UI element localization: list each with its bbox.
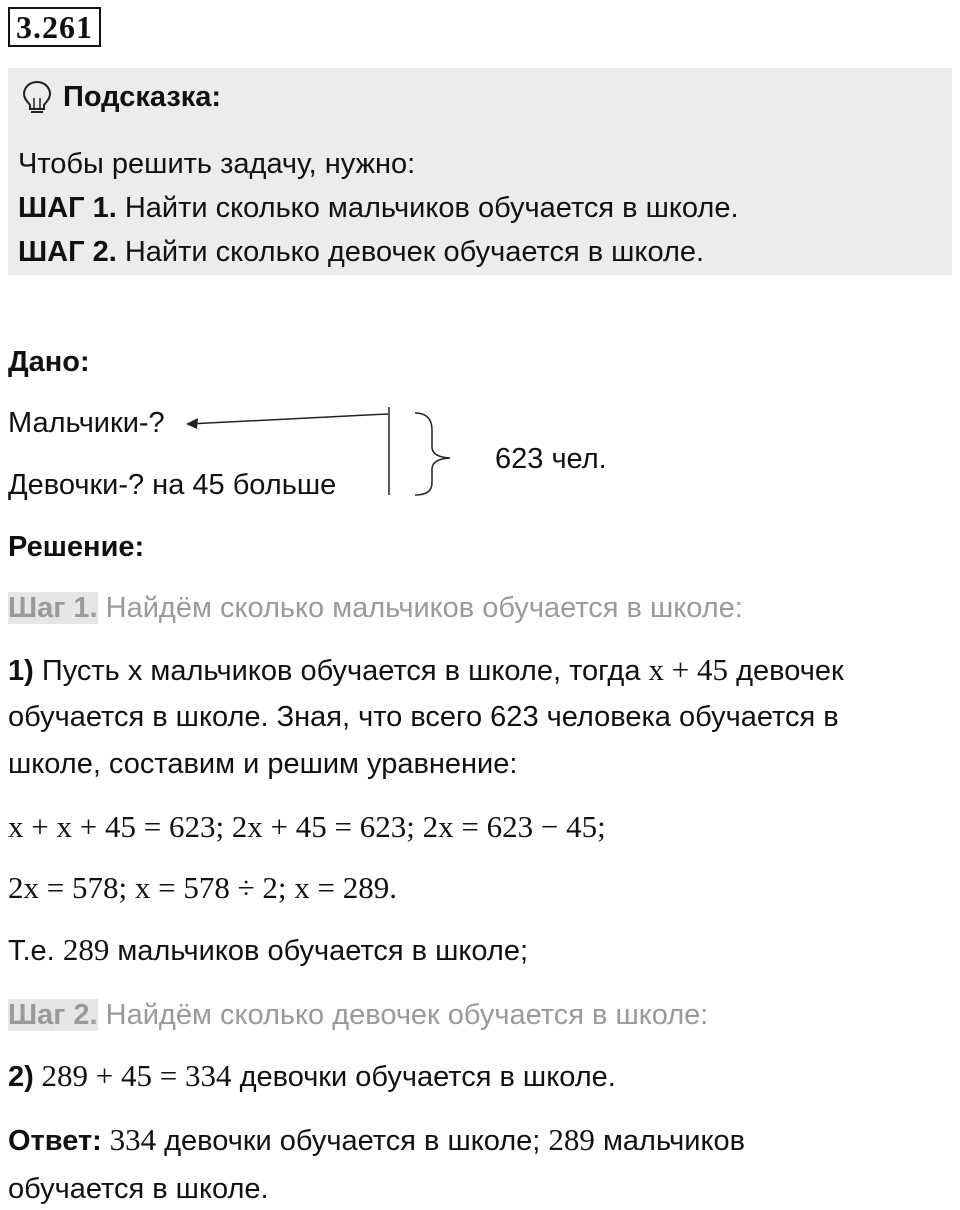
conclusion-text-b: мальчиков обучается в школе; [109, 935, 528, 967]
paragraph-1-text-b: девочек [728, 655, 844, 687]
given-total: 623 чел. [495, 443, 607, 475]
paragraph-2 [8, 1058, 616, 1095]
answer-line-1 [8, 1122, 745, 1159]
solution-step-2 [8, 997, 708, 1033]
hint-step-1 [18, 190, 739, 226]
solution-step-1 [8, 590, 743, 626]
paragraph-1-number: 1) [8, 655, 34, 687]
conclusion-text-a: Т.е. [8, 935, 63, 967]
step-1-label: Шаг 1. [8, 592, 98, 624]
equation-line-1: x + x + 45 = 623; 2x + 45 = 623; 2x = 623 − 45; [8, 809, 606, 844]
paragraph-2-math: 289 + 45 = 334 [33, 1058, 232, 1093]
paragraph-2-text: девочки обучается в школе. [231, 1061, 616, 1093]
paragraph-1-line-3: школе, составим и решим уравнение: [8, 748, 518, 780]
step-2-label: Шаг 2. [8, 999, 98, 1031]
conclusion [8, 932, 528, 969]
hint-step-1-text: Найти сколько мальчиков обучается в школе. [116, 192, 739, 224]
hint-intro: Чтобы решить задачу, нужно: [18, 148, 416, 180]
arrow-line [188, 414, 388, 424]
answer-text-1: девочки обучается в школе; [156, 1125, 549, 1157]
paragraph-1-line-1 [8, 652, 844, 689]
lightbulb-icon [20, 79, 54, 120]
answer-line-2: обучается в школе. [8, 1173, 269, 1205]
hint-step-2-text: Найти сколько девочек обучается в школе. [116, 236, 705, 268]
paragraph-1-line-2: обучается в школе. Зная, что всего 623 человека обучается в [8, 701, 839, 733]
curly-brace [415, 413, 450, 495]
answer-text-2: мальчиков [594, 1125, 745, 1157]
answer-label: Ответ: [8, 1125, 102, 1157]
answer-math-2: 289 [548, 1122, 595, 1157]
given-girls: Девочки-? на 45 больше [8, 469, 337, 501]
step-2-text: Найдём сколько девочек обучается в школе: [97, 999, 709, 1031]
arrow-head [186, 418, 198, 429]
answer-math-1: 334 [101, 1122, 157, 1157]
given-diagram [170, 395, 470, 505]
paragraph-2-number: 2) [8, 1061, 34, 1093]
paragraph-1-text-a: Пусть x мальчиков обучается в школе, тогда [33, 655, 649, 687]
given-boys: Мальчики-? [8, 407, 165, 439]
hint-title: Подсказка: [63, 81, 222, 113]
equation-line-2: 2x = 578; x = 578 ÷ 2; x = 289. [8, 870, 397, 905]
solution-title: Решение: [8, 531, 145, 563]
hint-step-2 [18, 234, 704, 270]
given-title: Дано: [8, 346, 90, 378]
step-1-text: Найдём сколько мальчиков обучается в школе: [97, 592, 743, 624]
hint-step-2-label: ШАГ 2. [18, 236, 117, 268]
hint-step-1-label: ШАГ 1. [18, 192, 117, 224]
task-number: 3.261 [8, 7, 101, 47]
conclusion-math: 289 [62, 932, 110, 967]
paragraph-1-math: x + 45 [648, 652, 729, 687]
